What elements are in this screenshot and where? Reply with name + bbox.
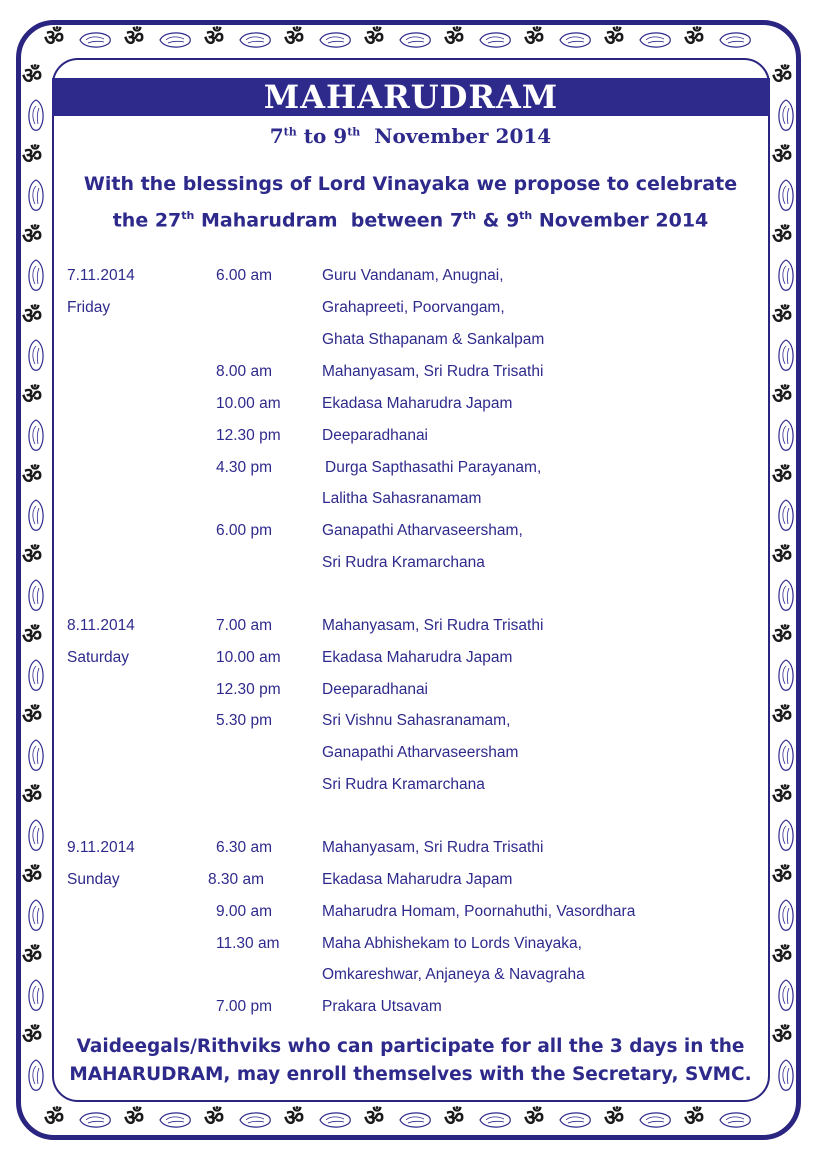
conch-shell-icon xyxy=(158,30,192,50)
intro-sup: th xyxy=(463,209,477,222)
schedule-item: Prakara Utsavam xyxy=(322,998,442,1015)
footer-line-1: Vaideegals/Rithviks who can participate for all the 3 days in the xyxy=(76,1036,745,1057)
om-symbol-icon: ॐ xyxy=(772,704,793,729)
om-symbol-icon: ॐ xyxy=(124,26,145,51)
schedule-item: Sri Rudra Kramarchana xyxy=(322,554,485,571)
conch-shell-icon xyxy=(718,1110,752,1130)
conch-shell-icon xyxy=(26,898,46,932)
schedule-item: Durga Sapthasathi Parayanam, xyxy=(325,459,542,476)
conch-shell-icon xyxy=(776,498,796,532)
conch-shell-icon xyxy=(26,578,46,612)
intro-part: Maharudram between 7 xyxy=(194,209,464,232)
om-symbol-icon: ॐ xyxy=(444,26,465,51)
conch-shell-icon xyxy=(776,658,796,692)
event-dates xyxy=(0,124,821,148)
intro-line-1: With the blessings of Lord Vinayaka we propose to celebrate xyxy=(83,173,738,195)
date-start: 7 xyxy=(269,124,284,148)
om-symbol-icon: ॐ xyxy=(22,704,43,729)
schedule-item: Sri Vishnu Sahasranamam, xyxy=(322,712,511,729)
om-symbol-icon: ॐ xyxy=(684,26,705,51)
conch-shell-icon xyxy=(558,30,592,50)
title-banner xyxy=(52,78,770,116)
schedule-item: Lalitha Sahasranamam xyxy=(322,490,482,507)
om-symbol-icon: ॐ xyxy=(772,64,793,89)
om-symbol-icon: ॐ xyxy=(204,1106,225,1131)
om-symbol-icon: ॐ xyxy=(44,26,65,51)
schedule-item: Sri Rudra Kramarchana xyxy=(322,776,485,793)
conch-shell-icon xyxy=(776,578,796,612)
schedule-date: 8.11.2014 xyxy=(67,617,135,634)
intro-part: November 2014 xyxy=(532,209,709,232)
schedule-item: Maha Abhishekam to Lords Vinayaka, xyxy=(322,935,582,952)
om-symbol-icon: ॐ xyxy=(524,1106,545,1131)
intro-part: & 9 xyxy=(476,209,520,232)
om-symbol-icon: ॐ xyxy=(22,144,43,169)
om-symbol-icon: ॐ xyxy=(364,26,385,51)
conch-shell-icon xyxy=(776,898,796,932)
conch-shell-icon xyxy=(776,978,796,1012)
schedule-date: 7.11.2014 xyxy=(67,267,135,284)
schedule-time: 4.30 pm xyxy=(216,459,273,476)
conch-shell-icon xyxy=(26,658,46,692)
conch-shell-icon xyxy=(776,338,796,372)
om-symbol-icon: ॐ xyxy=(524,26,545,51)
om-symbol-icon: ॐ xyxy=(44,1106,65,1131)
intro-part: the 27 xyxy=(112,209,182,232)
schedule-item: Ekadasa Maharudra Japam xyxy=(322,395,513,412)
date-to: to xyxy=(296,124,334,148)
schedule-date: Friday xyxy=(67,299,111,316)
om-symbol-icon: ॐ xyxy=(22,864,43,889)
footer-line-2: MAHARUDRAM, may enroll themselves with the Secretary, SVMC. xyxy=(69,1064,752,1085)
schedule-item: Deeparadhanai xyxy=(322,681,429,698)
schedule-item: Ghata Sthapanam & Sankalpam xyxy=(322,331,545,348)
om-symbol-icon: ॐ xyxy=(22,784,43,809)
conch-shell-icon xyxy=(478,1110,512,1130)
schedule-date: 9.11.2014 xyxy=(67,839,135,856)
om-symbol-icon: ॐ xyxy=(604,26,625,51)
om-symbol-icon: ॐ xyxy=(772,944,793,969)
schedule-item: Maharudra Homam, Poornahuthi, Vasordhara xyxy=(322,903,636,920)
conch-shell-icon xyxy=(26,418,46,452)
schedule-item: Ekadasa Maharudra Japam xyxy=(322,871,513,888)
schedule-item: Mahanyasam, Sri Rudra Trisathi xyxy=(322,617,544,634)
schedule-time: 5.30 pm xyxy=(216,712,273,729)
om-symbol-icon: ॐ xyxy=(772,1024,793,1049)
om-symbol-icon: ॐ xyxy=(22,544,43,569)
conch-shell-icon xyxy=(238,30,272,50)
schedule-time: 10.00 am xyxy=(216,649,281,666)
schedule-time: 6.00 pm xyxy=(216,522,273,539)
conch-shell-icon xyxy=(776,818,796,852)
conch-shell-icon xyxy=(26,978,46,1012)
schedule-time: 6.30 am xyxy=(216,839,273,856)
om-symbol-icon: ॐ xyxy=(364,1106,385,1131)
date-end-suffix: th xyxy=(347,125,361,139)
om-symbol-icon: ॐ xyxy=(604,1106,625,1131)
schedule-item: Deeparadhanai xyxy=(322,427,429,444)
schedule-item: Ganapathi Atharvaseersham xyxy=(322,744,519,761)
om-symbol-icon: ॐ xyxy=(772,304,793,329)
om-symbol-icon: ॐ xyxy=(22,64,43,89)
schedule-item: Omkareshwar, Anjaneya & Navagraha xyxy=(322,966,585,983)
schedule-item: Mahanyasam, Sri Rudra Trisathi xyxy=(322,363,544,380)
schedule-item: Grahapreeti, Poorvangam, xyxy=(322,299,505,316)
om-symbol-icon: ॐ xyxy=(772,224,793,249)
intro-text xyxy=(0,168,821,236)
om-symbol-icon: ॐ xyxy=(22,304,43,329)
schedule-time: 11.30 am xyxy=(216,935,280,952)
date-start-suffix: th xyxy=(283,125,297,139)
om-symbol-icon: ॐ xyxy=(772,864,793,889)
conch-shell-icon xyxy=(26,818,46,852)
schedule-time: 12.30 pm xyxy=(216,681,281,698)
om-symbol-icon: ॐ xyxy=(444,1106,465,1131)
intro-line-2 xyxy=(0,200,821,236)
schedule-item: Guru Vandanam, Anugnai, xyxy=(322,267,504,284)
om-symbol-icon: ॐ xyxy=(772,144,793,169)
om-symbol-icon: ॐ xyxy=(22,224,43,249)
conch-shell-icon xyxy=(26,738,46,772)
om-symbol-icon: ॐ xyxy=(772,464,793,489)
schedule-time: 6.00 am xyxy=(216,267,273,284)
conch-shell-icon xyxy=(478,30,512,50)
conch-shell-icon xyxy=(78,30,112,50)
conch-shell-icon xyxy=(776,738,796,772)
om-symbol-icon: ॐ xyxy=(772,624,793,649)
schedule-time: 9.00 am xyxy=(216,903,273,920)
date-month: November 2014 xyxy=(360,124,552,148)
schedule-date: Sunday xyxy=(67,871,120,888)
conch-shell-icon xyxy=(398,1110,432,1130)
conch-shell-icon xyxy=(26,498,46,532)
conch-shell-icon xyxy=(776,418,796,452)
om-symbol-icon: ॐ xyxy=(22,624,43,649)
om-symbol-icon: ॐ xyxy=(284,26,305,51)
conch-shell-icon xyxy=(318,30,352,50)
conch-shell-icon xyxy=(398,30,432,50)
conch-shell-icon xyxy=(638,1110,672,1130)
schedule-time: 7.00 pm xyxy=(216,998,273,1015)
om-symbol-icon: ॐ xyxy=(22,464,43,489)
conch-shell-icon xyxy=(238,1110,272,1130)
conch-shell-icon xyxy=(776,258,796,292)
om-symbol-icon: ॐ xyxy=(284,1106,305,1131)
om-symbol-icon: ॐ xyxy=(204,26,225,51)
om-symbol-icon: ॐ xyxy=(772,384,793,409)
om-symbol-icon: ॐ xyxy=(22,384,43,409)
conch-shell-icon xyxy=(718,30,752,50)
intro-sup: th xyxy=(519,209,533,222)
schedule-date: Saturday xyxy=(67,649,130,666)
date-end: 9 xyxy=(333,124,348,148)
conch-shell-icon xyxy=(78,1110,112,1130)
schedule-time: 8.30 am xyxy=(208,871,265,888)
conch-shell-icon xyxy=(158,1110,192,1130)
footer-note xyxy=(0,1033,821,1089)
page-title: MAHARUDRAM xyxy=(263,78,559,116)
schedule-time: 12.30 pm xyxy=(216,427,281,444)
conch-shell-icon xyxy=(558,1110,592,1130)
schedule-time: 8.00 am xyxy=(216,363,273,380)
schedule-item: Ekadasa Maharudra Japam xyxy=(322,649,513,666)
om-symbol-icon: ॐ xyxy=(684,1106,705,1131)
conch-shell-icon xyxy=(26,338,46,372)
schedule-item: Ganapathi Atharvaseersham, xyxy=(322,522,523,539)
schedule-time: 7.00 am xyxy=(216,617,273,634)
intro-sup: th xyxy=(181,209,195,222)
om-symbol-icon: ॐ xyxy=(772,544,793,569)
om-symbol-icon: ॐ xyxy=(22,1024,43,1049)
conch-shell-icon xyxy=(638,30,672,50)
conch-shell-icon xyxy=(318,1110,352,1130)
conch-shell-icon xyxy=(26,258,46,292)
om-symbol-icon: ॐ xyxy=(124,1106,145,1131)
schedule-time: 10.00 am xyxy=(216,395,281,412)
om-symbol-icon: ॐ xyxy=(22,944,43,969)
om-symbol-icon: ॐ xyxy=(772,784,793,809)
schedule-item: Mahanyasam, Sri Rudra Trisathi xyxy=(322,839,544,856)
